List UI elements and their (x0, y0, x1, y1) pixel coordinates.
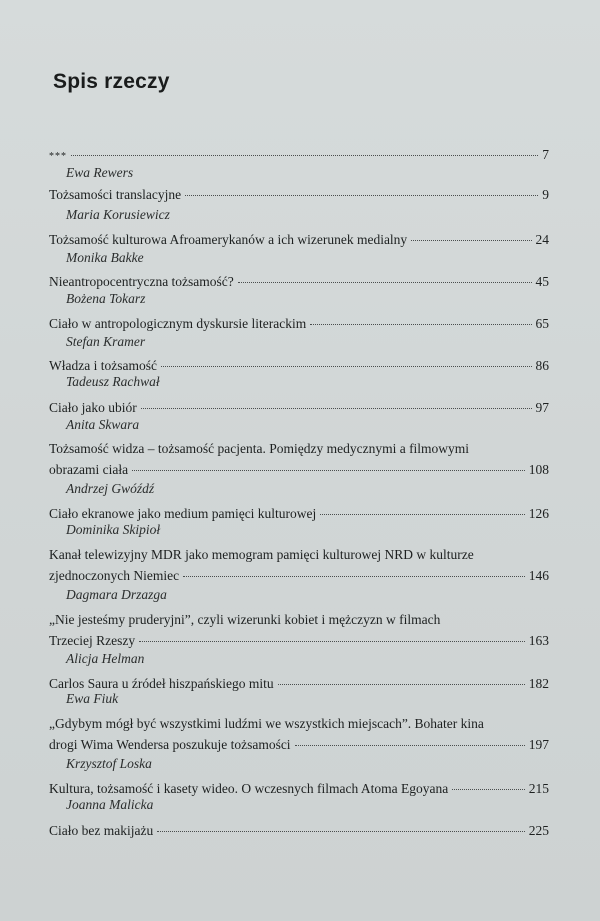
toc-entry (49, 184, 549, 205)
toc-author: Andrzej Gwóźdź (66, 481, 155, 496)
toc-entry-title: Tożsamość kulturowa Afroamerykanów a ich wizerunek medialny (49, 232, 408, 247)
toc-entry-title: „Nie jesteśmy pruderyjni”, czyli wizerunki kobiet i mężczyzn w filmach (49, 612, 441, 627)
page-number: 126 (528, 506, 549, 521)
toc-entry (49, 229, 549, 250)
toc-entry-title: obrazami ciała (49, 462, 129, 477)
page-number: 163 (528, 633, 549, 648)
dot-leader (310, 324, 531, 325)
page-number: 45 (535, 274, 549, 289)
toc-entry-title: Carlos Saura u źródeł hiszpańskiego mitu (49, 676, 274, 691)
dot-leader (320, 514, 524, 515)
page-number: 215 (528, 781, 549, 796)
page-number: 97 (535, 400, 549, 415)
toc-line (49, 313, 549, 334)
toc-author: Alicja Helman (66, 651, 145, 666)
toc-author: Dominika Skipioł (66, 522, 161, 537)
dot-leader (139, 641, 525, 642)
toc-line (49, 271, 549, 292)
toc-entry-title: Tożsamości translacyjne (49, 187, 182, 202)
page-number: 86 (535, 358, 549, 373)
toc-author: Krzysztof Loska (66, 756, 152, 771)
toc-entry-title: Nieantropocentryczna tożsamość? (49, 274, 234, 289)
dot-leader (185, 195, 538, 196)
toc-entry-title: Ciało ekranowe jako medium pamięci kulturowej (49, 506, 317, 521)
dot-leader (278, 684, 525, 685)
page-number: 9 (542, 187, 549, 202)
page-number: 182 (528, 676, 549, 691)
toc-entry-title: Ciało jako ubiór (49, 400, 137, 415)
toc-line (49, 565, 549, 586)
toc-entry-title: Kultura, tożsamość i kasety wideo. O wczesnych filmach Atoma Egoyana (49, 781, 449, 796)
toc-entry-title: Kanał telewizyjny MDR jako memogram pamięci kulturowej NRD w kulturze (49, 547, 474, 562)
toc-line (49, 778, 549, 799)
toc-entry (49, 778, 549, 799)
toc-author: Tadeusz Rachwał (66, 374, 160, 389)
toc-entry-title: Ciało w antropologicznym dyskursie literackim (49, 316, 307, 331)
toc-entry (49, 673, 549, 694)
toc-entry (49, 438, 549, 480)
toc-entry (49, 355, 549, 376)
dot-leader (157, 831, 525, 832)
toc-line (49, 229, 549, 250)
page-number: 108 (528, 462, 549, 477)
toc-entry-title: Władza i tożsamość (49, 358, 157, 373)
toc-entry (49, 313, 549, 334)
page-number: 7 (542, 147, 549, 162)
toc-line (49, 503, 549, 524)
toc-entry (49, 820, 549, 841)
dot-leader (132, 470, 525, 471)
toc-line (49, 673, 549, 694)
toc-line (49, 184, 549, 205)
toc-author: Stefan Kramer (66, 334, 146, 349)
toc-entry-title: Tożsamość widza – tożsamość pacjenta. Pomiędzy medycznymi a filmowymi (49, 441, 470, 456)
toc-author: Ewa Fiuk (66, 691, 119, 706)
toc-line (49, 355, 549, 376)
toc-line (49, 144, 549, 167)
page-number: 146 (528, 568, 549, 583)
dot-leader (238, 282, 532, 283)
dot-leader (141, 408, 532, 409)
dot-leader (452, 789, 524, 790)
page-number: 24 (535, 232, 549, 247)
toc-line (49, 820, 549, 841)
toc-entry (49, 503, 549, 524)
page-title: Spis rzeczy (53, 70, 170, 93)
toc-author: Anita Skwara (66, 417, 140, 432)
toc-entry (49, 397, 549, 418)
toc-author: Monika Bakke (66, 250, 144, 265)
toc-entry-title: drogi Wima Wendersa poszukuje tożsamości (49, 737, 291, 752)
toc-line (49, 397, 549, 418)
toc-line (49, 630, 549, 651)
toc-author: Bożena Tokarz (66, 291, 146, 306)
toc-entry-title: zjednoczonych Niemiec (49, 568, 180, 583)
toc-line (49, 459, 549, 480)
dot-leader (161, 366, 532, 367)
toc-entry-title: „Gdybym mógł być wszystkimi ludźmi we wszystkich miejscach”. Bohater kina (49, 716, 484, 731)
toc-entry (49, 271, 549, 292)
toc-entry (49, 609, 549, 651)
page-number: 197 (528, 737, 549, 752)
toc-author: Dagmara Drzazga (66, 587, 167, 602)
dot-leader (71, 155, 538, 156)
toc-entry-title: Trzeciej Rzeszy (49, 633, 136, 648)
page-number: 65 (535, 316, 549, 331)
toc-entry (49, 713, 549, 755)
toc-line (49, 734, 549, 755)
dot-leader (295, 745, 525, 746)
dot-leader (183, 576, 525, 577)
dot-leader (411, 240, 531, 241)
toc-entry-title: Ciało bez makijażu (49, 823, 154, 838)
toc-author: Maria Korusiewicz (66, 207, 170, 222)
toc-entry (49, 544, 549, 586)
toc-author: Ewa Rewers (66, 165, 134, 180)
toc-entry-title: *** (49, 151, 67, 162)
page-number: 225 (528, 823, 549, 838)
toc-author: Joanna Malicka (66, 797, 154, 812)
toc-entry (49, 144, 549, 167)
